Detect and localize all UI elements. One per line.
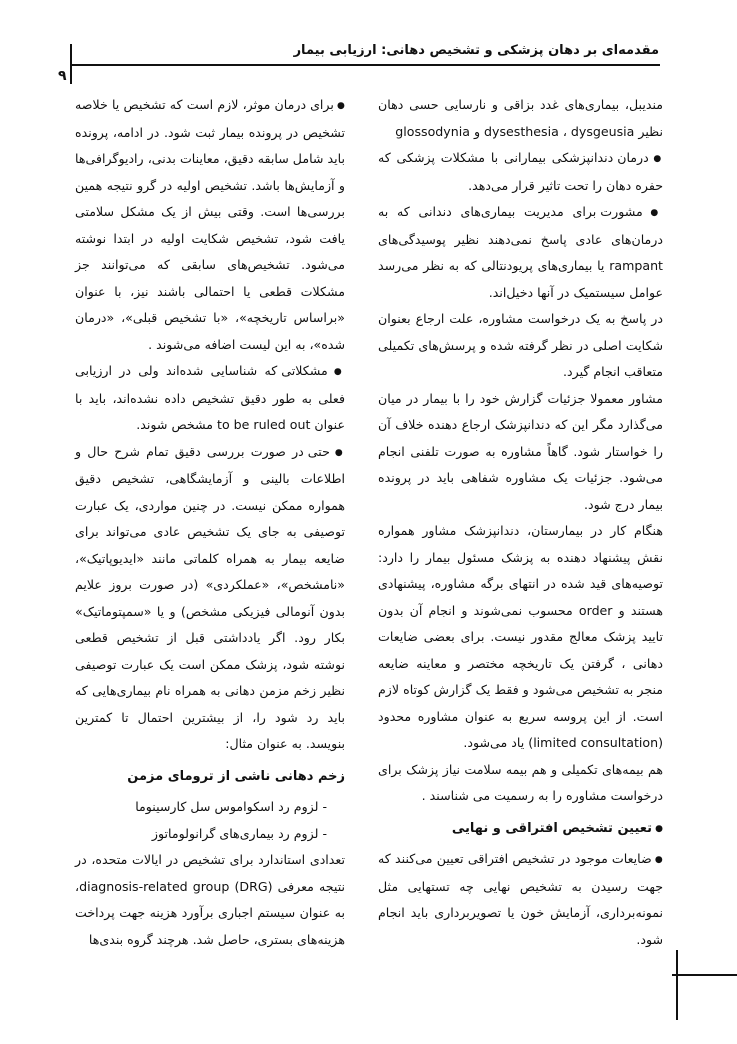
paragraph: هنگام کار در بیمارستان، دندانپزشک مشاور همواره نقش پیشنهاد دهنده به پزشک مسئول بیمار را دارد: توصیه‌های قید شده در انتهای برگه مشاوره، پیشنهادی هستند و order محسوب نمی‌شوند و انجام آن بدون تایید پزشک معالج مقدور نیست. برای بعضی ضایعات دهانی ، گرفتن یک تاریخچه مختصر و معاینه ضایعه منجر به تشخیص می‌شود و فقط یک گزارش کوتاه لازم است. از این پروسه سریع به عنوان مشاوره محدود (limited consultation) یاد می‌شود. — [378, 523, 663, 750]
header-rule — [70, 64, 660, 66]
bullet-item: ● برای درمان موثر، لازم است که تشخیص یا خلاصه تشخیص در پرونده بیمار ثبت شود. در ادامه، پرونده باید شامل سابقه دقیق، معاینات بدنی، رادیوگرافی‌ها و آزمایش‌ها باشد. تشخیص اولیه در گرو نتیجه همین بررسی‌ها است. وقتی بیش از یک مشکل سلامتی یافت شود، تشخیص شکایت اولیه در ابتدا نوشته می‌شود. تشخیص‌های سابقی که می‌توانند جز مشکلات قطعی یا احتمالی باشند نیز، با عنوان «براساس تاریخچه»، «با تشخیص قبلی»، «درمان شده»، به این لیست اضافه می‌شوند . — [75, 92, 345, 358]
bullet-item: ● مشورت برای مدیریت بیماری‌های دندانی که به درمان‌های عادی پاسخ نمی‌دهند نظیر پوسیدگی‌های rampant یا بیماری‌های پریودنتالی که به نظر می‌رسد عوامل سیستمیک در آنها دخیل‌اند. — [378, 199, 663, 306]
paragraph: مندیبل، بیماری‌های غدد بزاقی و نارسایی حسی دهان نظیر dysesthesia ، dysgeusia و glossodynia — [378, 97, 663, 139]
page-number: ۹ — [58, 68, 67, 84]
right-column — [378, 92, 663, 953]
paragraph: تعدادی استاندارد برای تشخیص در ایالات متحده، در نتیجه معرفی diagnosis-related group (DRG)، به عنوان سیستم اجباری برآورد هزینه جهت پرداخت هزینه‌های بستری، حاصل شد. هرچند گروه بندی‌ها — [75, 852, 346, 947]
section-heading: ● تعیین تشخیص افتراقی و نهایی — [378, 816, 663, 843]
bullet-item: ● حتی در صورت بررسی دقیق تمام شرح حال و اطلاعات بالینی و آزمایشگاهی، تشخیص دقیق همواره ممکن نیست. در چنین مواردی، یک عبارت توصیفی به جای یک تشخیص عادی می‌تواند برای ضایعه بیمار به همراه کلماتی مانند «ایدیوپاتیک»، «نامشخص»، «عملکردی» (در صورت بروز علایم بدون آنومالی فیزیکی مشخص) و یا «سمپتوماتیک» بکار رود. اگر یادداشتی قبل از تشخیص قطعی نوشته شود، پزشک ممکن است یک عبارت توصیفی نظیر زخم مزمن دهانی به همراه نام بیماری‌هایی که باید رد شود را، از بیشترین احتمال تا کمترین بنویسد. به عنوان مثال: — [75, 439, 345, 758]
section-heading: زخم دهانی ناشی از ترومای مزمن — [127, 768, 345, 784]
paragraph: مشاور معمولا جزئیات گزارش خود را با بیمار در میان می‌گذارد مگر این که دندانپزشک ارجاع دهنده خلاف آن را خواستار شود. گاهاً مشاوره به صورت تلفنی انجام می‌شود. جزئیات یک مشاوره شفاهی باید در پرونده بیمار درج شود. — [378, 390, 663, 512]
bullet-item: ● درمان دندانپزشکی بیمارانی با مشکلات پزشکی که حفره دهان را تحت تاثیر قرار می‌دهد. — [378, 145, 663, 199]
paragraph: در پاسخ به یک درخواست مشاوره، علت ارجاع بعنوان شکایت اصلی در نظر گرفته شده و پرسش‌های تکمیلی متعاقب انجام گیرد. — [378, 311, 663, 379]
crop-mark-horizontal — [672, 974, 737, 976]
paragraph: هم بیمه‌های تکمیلی و هم بیمه سلامت نیاز پزشک برای درخواست مشاوره را به رسمیت می شناسند . — [378, 761, 663, 803]
dash-list-item: - لزوم رد اسکواموس سل کارسینوما — [75, 794, 345, 821]
dash-list-item: - لزوم رد بیماری‌های گرانولوماتوز — [75, 821, 345, 848]
bullet-item: ● ضایعات موجود در تشخیص افتراقی تعیین می‌کنند که جهت رسیدن به تشخیص نهایی چه تستهایی مثل نمونه‌برداری، آزمایش خون یا تصویربرداری باید انجام شود. — [378, 846, 663, 953]
crop-mark-vertical — [676, 950, 678, 1020]
running-header-title: مقدمه‌ای بر دهان پزشکی و تشخیص دهانی: ارزیابی بیمار — [293, 43, 659, 58]
left-column — [75, 92, 345, 953]
bullet-item: ● مشکلاتی که شناسایی شده‌اند ولی در ارزیابی فعلی به طور دقیق تشخیص داده نشده‌اند، باید با عنوان to be ruled out مشخص شوند. — [75, 358, 345, 439]
